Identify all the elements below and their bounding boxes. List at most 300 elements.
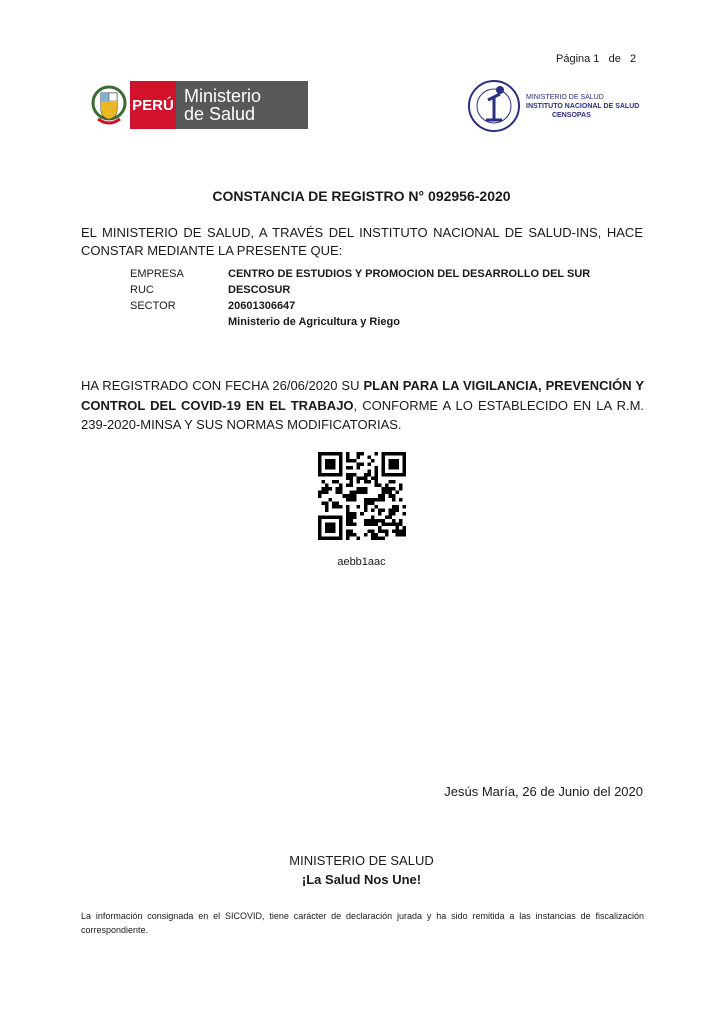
qr-module	[399, 519, 403, 523]
qr-module	[350, 522, 354, 526]
qr-module	[388, 494, 392, 498]
qr-module	[371, 477, 375, 481]
qr-module	[385, 533, 389, 537]
qr-module	[318, 470, 322, 474]
signer-slogan: ¡La Salud Nos Une!	[301, 872, 422, 887]
qr-module	[364, 508, 368, 512]
qr-module	[339, 473, 343, 477]
qr-module	[318, 452, 322, 456]
qr-module	[357, 536, 361, 540]
qr-module	[346, 456, 350, 460]
ins-logo	[466, 76, 651, 136]
qr-module	[325, 491, 329, 495]
qr-module	[329, 522, 333, 526]
qr-module	[392, 463, 396, 467]
qr-module	[374, 477, 378, 481]
qr-module	[339, 536, 343, 540]
qr-module	[329, 466, 333, 470]
qr-module	[318, 459, 322, 463]
qr-code-text: aebb1aac	[337, 556, 386, 568]
qr-module	[332, 526, 336, 530]
qr-module	[336, 505, 340, 509]
qr-module	[325, 501, 329, 505]
qr-module	[381, 536, 385, 540]
peru-label: PERÚ	[130, 81, 176, 129]
qr-module	[388, 512, 392, 516]
qr-module	[325, 526, 329, 530]
qr-module	[322, 515, 326, 519]
qr-module	[350, 473, 354, 477]
qr-module	[336, 515, 340, 519]
qr-module	[392, 505, 396, 509]
page-number: Página 1 de 2	[556, 53, 637, 65]
qr-module	[395, 466, 399, 470]
qr-module	[381, 463, 385, 467]
qr-module	[329, 536, 333, 540]
qr-module	[402, 533, 406, 537]
field-label	[130, 314, 228, 330]
qr-module	[378, 494, 382, 498]
qr-module	[392, 519, 396, 523]
qr-module	[350, 491, 354, 495]
qr-module	[371, 501, 375, 505]
qr-module	[353, 498, 357, 502]
place-date: Jesús María, 26 de Junio del 2020	[444, 784, 643, 799]
qr-module	[378, 526, 382, 530]
footnote: La información consignada en el SICOVID, tiene carácter de declaración jurada y ha sido remitida a las instancias de fiscalización correspondiente.	[81, 911, 644, 935]
qr-module	[350, 459, 354, 463]
qr-module	[378, 508, 382, 512]
qr-module	[360, 463, 364, 467]
registration-text-3: , CONFORME A LO ESTABLECIDO EN LA R.M. 239-2020-MINSA Y SUS NORMAS MODIFICATORIAS.	[81, 397, 645, 432]
qr-module	[371, 519, 375, 523]
qr-module	[367, 501, 371, 505]
ins-seal-icon	[466, 76, 522, 136]
qr-module	[360, 452, 364, 456]
qr-module	[392, 508, 396, 512]
qr-module	[395, 452, 399, 456]
qr-module	[350, 494, 354, 498]
qr-module	[346, 512, 350, 516]
registration-text-1: HA REGISTRADO CON FECHA 26/06/2020 SU	[81, 378, 364, 393]
qr-module	[325, 452, 329, 456]
qr-module	[392, 459, 396, 463]
qr-module	[388, 522, 392, 526]
qr-module	[402, 466, 406, 470]
qr-module	[360, 487, 364, 491]
qr-module	[378, 512, 382, 516]
qr-module	[402, 456, 406, 460]
qr-module	[392, 494, 396, 498]
qr-module	[388, 473, 392, 477]
qr-module	[353, 533, 357, 537]
qr-module	[381, 508, 385, 512]
qr-module	[357, 505, 361, 509]
qr-module	[388, 452, 392, 456]
qr-module	[350, 484, 354, 488]
field-value: 20601306647	[228, 300, 296, 312]
qr-module	[325, 466, 329, 470]
qr-module	[325, 487, 329, 491]
qr-module	[374, 519, 378, 523]
ministry-name-line1: Ministerio	[184, 86, 262, 106]
qr-module	[367, 522, 371, 526]
qr-module	[395, 505, 399, 509]
qr-module	[374, 522, 378, 526]
qr-module	[381, 487, 385, 491]
qr-module	[399, 498, 403, 502]
field-row-empresa	[130, 266, 590, 282]
qr-module	[329, 452, 333, 456]
qr-module	[371, 459, 375, 463]
qr-module	[402, 526, 406, 530]
qr-module	[360, 477, 364, 481]
qr-module	[388, 463, 392, 467]
qr-module	[392, 512, 396, 516]
qr-module	[318, 466, 322, 470]
qr-module	[325, 463, 329, 467]
qr-module	[374, 498, 378, 502]
qr-module	[399, 533, 403, 537]
qr-module	[381, 494, 385, 498]
qr-module	[364, 487, 368, 491]
qr-module	[322, 480, 326, 484]
field-label: RUC	[130, 284, 154, 296]
qr-module	[318, 536, 322, 540]
qr-module	[392, 487, 396, 491]
peru-coat-of-arms-icon	[88, 81, 130, 129]
qr-module	[378, 529, 382, 533]
qr-module	[332, 466, 336, 470]
qr-module	[346, 473, 350, 477]
qr-module	[402, 470, 406, 474]
qr-module	[346, 498, 350, 502]
registration-plan-name: PLAN PARA LA VIGILANCIA, PREVENCIÓN Y CONTROL DEL COVID-19 EN EL TRABAJO	[81, 378, 644, 413]
qr-module	[339, 463, 343, 467]
qr-module	[350, 477, 354, 481]
qr-module	[339, 470, 343, 474]
qr-module	[399, 473, 403, 477]
qr-module	[402, 505, 406, 509]
qr-module	[374, 470, 378, 474]
qr-module	[385, 473, 389, 477]
qr-module	[374, 484, 378, 488]
qr-module	[339, 529, 343, 533]
qr-module	[367, 473, 371, 477]
qr-module	[350, 519, 354, 523]
qr-module	[339, 505, 343, 509]
qr-module	[374, 473, 378, 477]
ins-line1: MINISTERIO DE SALUD	[526, 93, 604, 101]
qr-module	[357, 463, 361, 467]
qr-module	[318, 456, 322, 460]
qr-module	[378, 536, 382, 540]
qr-module	[374, 452, 378, 456]
qr-module	[322, 487, 326, 491]
qr-module	[357, 452, 361, 456]
qr-module	[346, 477, 350, 481]
qr-module	[364, 473, 368, 477]
qr-module	[332, 459, 336, 463]
qr-module	[374, 533, 378, 537]
qr-module	[385, 522, 389, 526]
qr-module	[332, 452, 336, 456]
qr-module	[318, 533, 322, 537]
qr-module	[329, 515, 333, 519]
qr-module	[385, 484, 389, 488]
qr-module	[364, 491, 368, 495]
qr-module	[360, 491, 364, 495]
qr-module	[318, 529, 322, 533]
qr-module	[388, 466, 392, 470]
qr-module	[371, 498, 375, 502]
qr-module	[322, 452, 326, 456]
field-value: Ministerio de Agricultura y Riego	[228, 316, 400, 328]
qr-module	[353, 491, 357, 495]
field-label: EMPRESA	[130, 268, 184, 280]
qr-module	[381, 470, 385, 474]
ministry-name	[176, 81, 308, 129]
qr-module	[402, 452, 406, 456]
qr-module	[364, 501, 368, 505]
minsa-logo	[88, 81, 308, 129]
qr-module	[378, 498, 382, 502]
qr-module	[346, 466, 350, 470]
qr-module	[364, 505, 368, 509]
qr-module	[371, 536, 375, 540]
qr-module	[346, 508, 350, 512]
qr-module	[322, 491, 326, 495]
qr-module	[360, 512, 364, 516]
qr-module	[392, 480, 396, 484]
qr-module	[325, 522, 329, 526]
qr-module	[367, 470, 371, 474]
qr-module	[350, 533, 354, 537]
qr-module	[395, 459, 399, 463]
qr-module	[339, 484, 343, 488]
qr-module	[374, 466, 378, 470]
qr-module	[339, 452, 343, 456]
company-fields	[130, 266, 590, 330]
qr-module	[336, 473, 340, 477]
qr-module	[381, 522, 385, 526]
qr-module	[318, 519, 322, 523]
qr-module	[346, 505, 350, 509]
qr-module	[350, 529, 354, 533]
qr-module	[350, 512, 354, 516]
qr-module	[395, 473, 399, 477]
qr-module	[325, 529, 329, 533]
qr-module	[329, 487, 333, 491]
qr-module	[367, 463, 371, 467]
qr-module	[395, 526, 399, 530]
qr-module	[381, 466, 385, 470]
qr-module	[346, 522, 350, 526]
qr-module	[325, 473, 329, 477]
qr-code-icon	[318, 452, 406, 540]
qr-module	[357, 466, 361, 470]
qr-module	[336, 487, 340, 491]
qr-module	[322, 536, 326, 540]
qr-module	[381, 498, 385, 502]
qr-module	[346, 519, 350, 523]
qr-module	[325, 508, 329, 512]
registration-paragraph	[81, 376, 644, 435]
qr-module	[388, 491, 392, 495]
qr-module	[318, 473, 322, 477]
ins-logo-text	[526, 93, 639, 120]
qr-module	[385, 452, 389, 456]
qr-module	[325, 484, 329, 488]
qr-module	[402, 463, 406, 467]
qr-module	[364, 519, 368, 523]
field-row-ruc	[130, 282, 590, 298]
field-row-sector-name	[130, 314, 590, 330]
qr-module	[346, 459, 350, 463]
qr-module	[346, 515, 350, 519]
field-label: SECTOR	[130, 300, 176, 312]
qr-module	[350, 466, 354, 470]
qr-module	[325, 459, 329, 463]
qr-module	[367, 480, 371, 484]
field-value: CENTRO DE ESTUDIOS Y PROMOCION DEL DESARROLLO DEL SUR	[228, 268, 591, 280]
ins-line3: CENSOPAS	[552, 111, 591, 119]
qr-module	[395, 508, 399, 512]
qr-module	[332, 480, 336, 484]
qr-module	[357, 487, 361, 491]
qr-module	[346, 529, 350, 533]
document-title: CONSTANCIA DE REGISTRO N° 092956-2020	[212, 188, 511, 204]
qr-module	[346, 484, 350, 488]
qr-module	[364, 498, 368, 502]
qr-module	[318, 526, 322, 530]
qr-module	[353, 512, 357, 516]
qr-module	[332, 463, 336, 467]
qr-module	[318, 494, 322, 498]
qr-module	[350, 498, 354, 502]
qr-module	[332, 529, 336, 533]
qr-module	[388, 459, 392, 463]
qr-module	[329, 526, 333, 530]
qr-module	[367, 519, 371, 523]
qr-module	[336, 536, 340, 540]
qr-module	[378, 519, 382, 523]
qr-module	[318, 515, 322, 519]
qr-module	[399, 487, 403, 491]
qr-module	[332, 515, 336, 519]
qr-module	[353, 473, 357, 477]
qr-module	[388, 508, 392, 512]
qr-module	[402, 473, 406, 477]
qr-module	[395, 529, 399, 533]
qr-module	[353, 522, 357, 526]
qr-module	[353, 515, 357, 519]
qr-module	[339, 526, 343, 530]
qr-module	[402, 512, 406, 516]
qr-module	[346, 494, 350, 498]
qr-module	[371, 515, 375, 519]
qr-module	[357, 477, 361, 481]
ministry-name-line2: de Salud	[184, 104, 256, 124]
qr-module	[350, 515, 354, 519]
qr-module	[329, 498, 333, 502]
ins-line2: INSTITUTO NACIONAL DE SALUD	[526, 102, 640, 110]
qr-module	[381, 491, 385, 495]
qr-module	[367, 456, 371, 460]
qr-module	[325, 515, 329, 519]
qr-module	[395, 491, 399, 495]
qr-module	[339, 515, 343, 519]
qr-module	[332, 522, 336, 526]
qr-module	[332, 473, 336, 477]
qr-module	[367, 498, 371, 502]
qr-module	[399, 484, 403, 488]
qr-module	[378, 484, 382, 488]
qr-module	[381, 459, 385, 463]
qr-module	[388, 480, 392, 484]
qr-module	[381, 456, 385, 460]
qr-module	[336, 452, 340, 456]
signer-entity: MINISTERIO DE SALUD	[289, 853, 434, 868]
qr-module	[332, 505, 336, 509]
qr-module	[399, 529, 403, 533]
qr-module	[339, 519, 343, 523]
qr-module	[392, 466, 396, 470]
qr-module	[336, 480, 340, 484]
qr-module	[371, 508, 375, 512]
qr-module	[385, 515, 389, 519]
qr-module	[322, 473, 326, 477]
qr-module	[395, 533, 399, 537]
qr-module	[357, 491, 361, 495]
qr-module	[381, 452, 385, 456]
qr-module	[364, 477, 368, 481]
qr-module	[367, 529, 371, 533]
qr-module	[381, 473, 385, 477]
qr-module	[339, 533, 343, 537]
qr-module	[395, 522, 399, 526]
qr-module	[364, 480, 368, 484]
qr-module	[336, 501, 340, 505]
field-value: DESCOSUR	[228, 284, 291, 296]
qr-module	[353, 494, 357, 498]
qr-module	[385, 491, 389, 495]
qr-module	[357, 480, 361, 484]
qr-module	[364, 522, 368, 526]
qr-module	[385, 529, 389, 533]
qr-module	[329, 459, 333, 463]
qr-module	[318, 463, 322, 467]
qr-module	[339, 491, 343, 495]
qr-module	[381, 529, 385, 533]
qr-module	[353, 459, 357, 463]
qr-module	[392, 529, 396, 533]
qr-module	[336, 491, 340, 495]
qr-module	[346, 536, 350, 540]
qr-module	[371, 533, 375, 537]
signer-block	[0, 851, 723, 889]
qr-module	[388, 487, 392, 491]
qr-module	[399, 522, 403, 526]
qr-module	[364, 533, 368, 537]
qr-module	[339, 522, 343, 526]
qr-module	[350, 480, 354, 484]
qr-module	[339, 466, 343, 470]
qr-module	[388, 515, 392, 519]
qr-module	[339, 487, 343, 491]
qr-module	[332, 536, 336, 540]
intro-paragraph: EL MINISTERIO DE SALUD, A TRAVÉS DEL INSTITUTO NACIONAL DE SALUD-INS, HACE CONSTAR MEDIANTE LA PRESENTE QUE:	[81, 225, 643, 258]
